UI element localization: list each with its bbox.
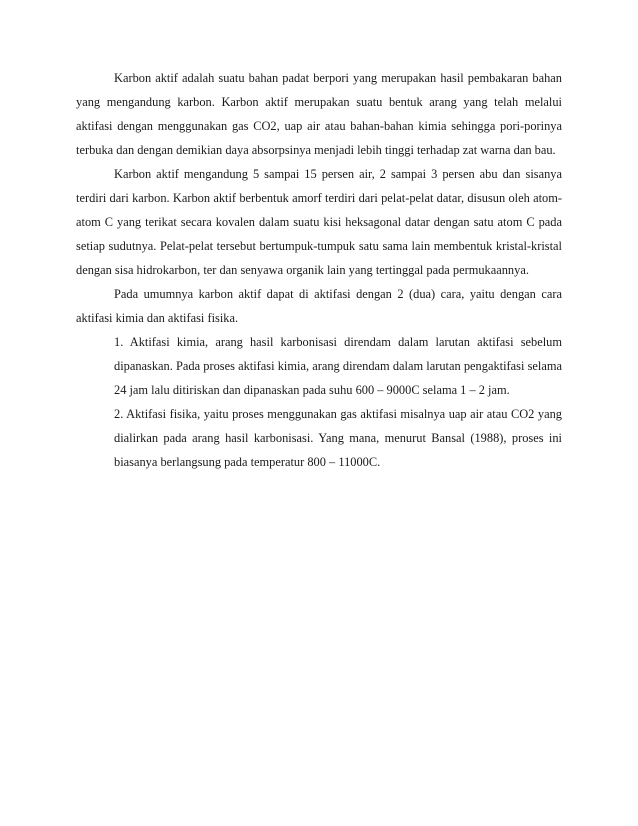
document-body bbox=[76, 66, 562, 474]
list-item-physical-activation: 2. Aktifasi fisika, yaitu proses menggunakan gas aktifasi misalnya uap air atau CO2 yang dialirkan pada arang hasil karbonisasi. Yang mana, menurut Bansal (1988), proses ini biasanya berlangsung pada temperatur 800 – 11000C. bbox=[114, 407, 562, 469]
paragraph-definition: Karbon aktif adalah suatu bahan padat berpori yang merupakan hasil pembakaran bahan yang mengandung karbon. Karbon aktif merupakan suatu bentuk arang yang telah melalui aktifasi dengan menggunakan gas CO2, uap air atau bahan-bahan kimia sehingga pori-porinya terbuka dan dengan demikian daya absorpsinya menjadi lebih tinggi terhadap zat warna dan bau. bbox=[76, 71, 562, 157]
activation-method-list bbox=[76, 330, 562, 474]
list-item-chemical-activation: 1. Aktifasi kimia, arang hasil karbonisasi direndam dalam larutan aktifasi sebelum dipanaskan. Pada proses aktifasi kimia, arang direndam dalam larutan pengaktifasi selama 24 jam lalu ditiriskan dan dipanaskan pada suhu 600 – 9000C selama 1 – 2 jam. bbox=[114, 335, 562, 397]
paragraph-activation-methods: Pada umumnya karbon aktif dapat di aktifasi dengan 2 (dua) cara, yaitu dengan cara aktifasi kimia dan aktifasi fisika. bbox=[76, 287, 562, 325]
paragraph-composition: Karbon aktif mengandung 5 sampai 15 persen air, 2 sampai 3 persen abu dan sisanya terdiri dari karbon. Karbon aktif berbentuk amorf terdiri dari pelat-pelat datar, disusun oleh atom-atom C yang terikat secara kovalen dalam suatu kisi heksagonal datar dengan satu atom C pada setiap sudutnya. Pelat-pelat tersebut bertumpuk-tumpuk satu sama lain membentuk kristal-kristal dengan sisa hidrokarbon, ter dan senyawa organik lain yang tertinggal pada permukaannya. bbox=[76, 167, 562, 277]
